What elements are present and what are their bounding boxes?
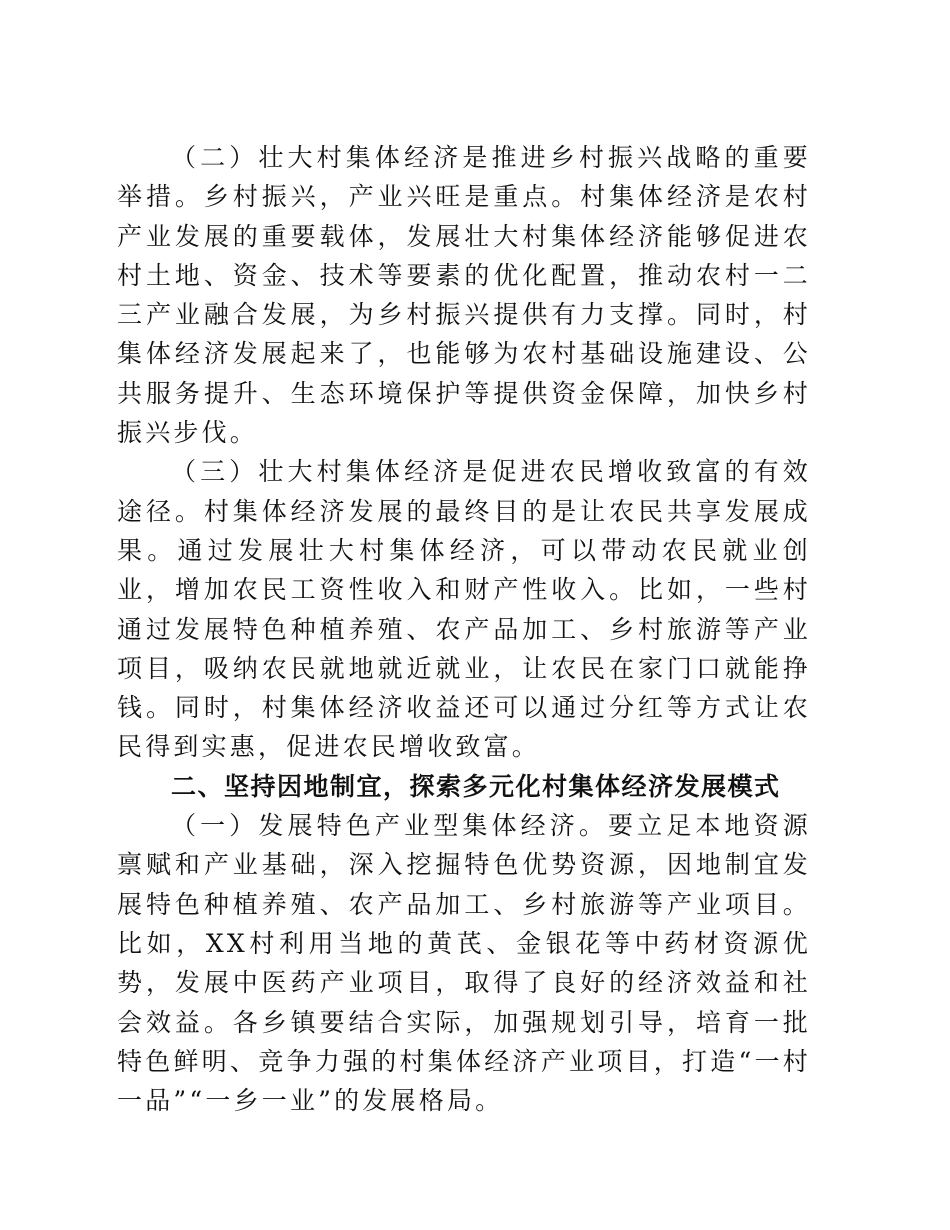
paragraph-rural-revitalization: （二）壮大村集体经济是推进乡村振兴战略的重要举措。乡村振兴，产业兴旺是重点。村集体经济是农村产业发展的重要载体，发展壮大村集体经济能够促进农村土地、资金、技术等要素的优化配置，推动农村一二三产业融合发展，为乡村振兴提供有力支撑。同时，村集体经济发展起来了，也能够为农村基础设施建设、公共服务提升、生态环境保护等提供资金保障，加快乡村振兴步伐。 (117, 143, 811, 448)
paragraph-farmer-income: （三）壮大村集体经济是促进农民增收致富的有效途径。村集体经济发展的最终目的是让农民共享发展成果。通过发展壮大村集体经济，可以带动农民就业创业，增加农民工资性收入和财产性收入。比如，一些村通过发展特色种植养殖、农产品加工、乡村旅游等产业项目，吸纳农民就地就近就业，让农民在家门口就能挣钱。同时，村集体经济收益还可以通过分红等方式让农民得到实惠，促进农民增收致富。 (117, 457, 811, 762)
paragraph-characteristic-industry: （一）发展特色产业型集体经济。要立足本地资源禀赋和产业基础，深入挖掘特色优势资源，因地制宜发展特色种植养殖、农产品加工、乡村旅游等产业项目。比如，XX村利用当地的黄芪、金银花等中药材资源优势，发展中医药产业项目，取得了良好的经济效益和社会效益。各乡镇要结合实际，加强规划引导，培育一批特色鲜明、竞争力强的村集体经济产业项目，打造“一村一品”“一乡一业”的发展格局。 (117, 811, 811, 1116)
document-page (117, 138, 811, 1120)
section-heading: 二、坚持因地制宜，探索多元化村集体经济发展模式 (171, 771, 781, 801)
